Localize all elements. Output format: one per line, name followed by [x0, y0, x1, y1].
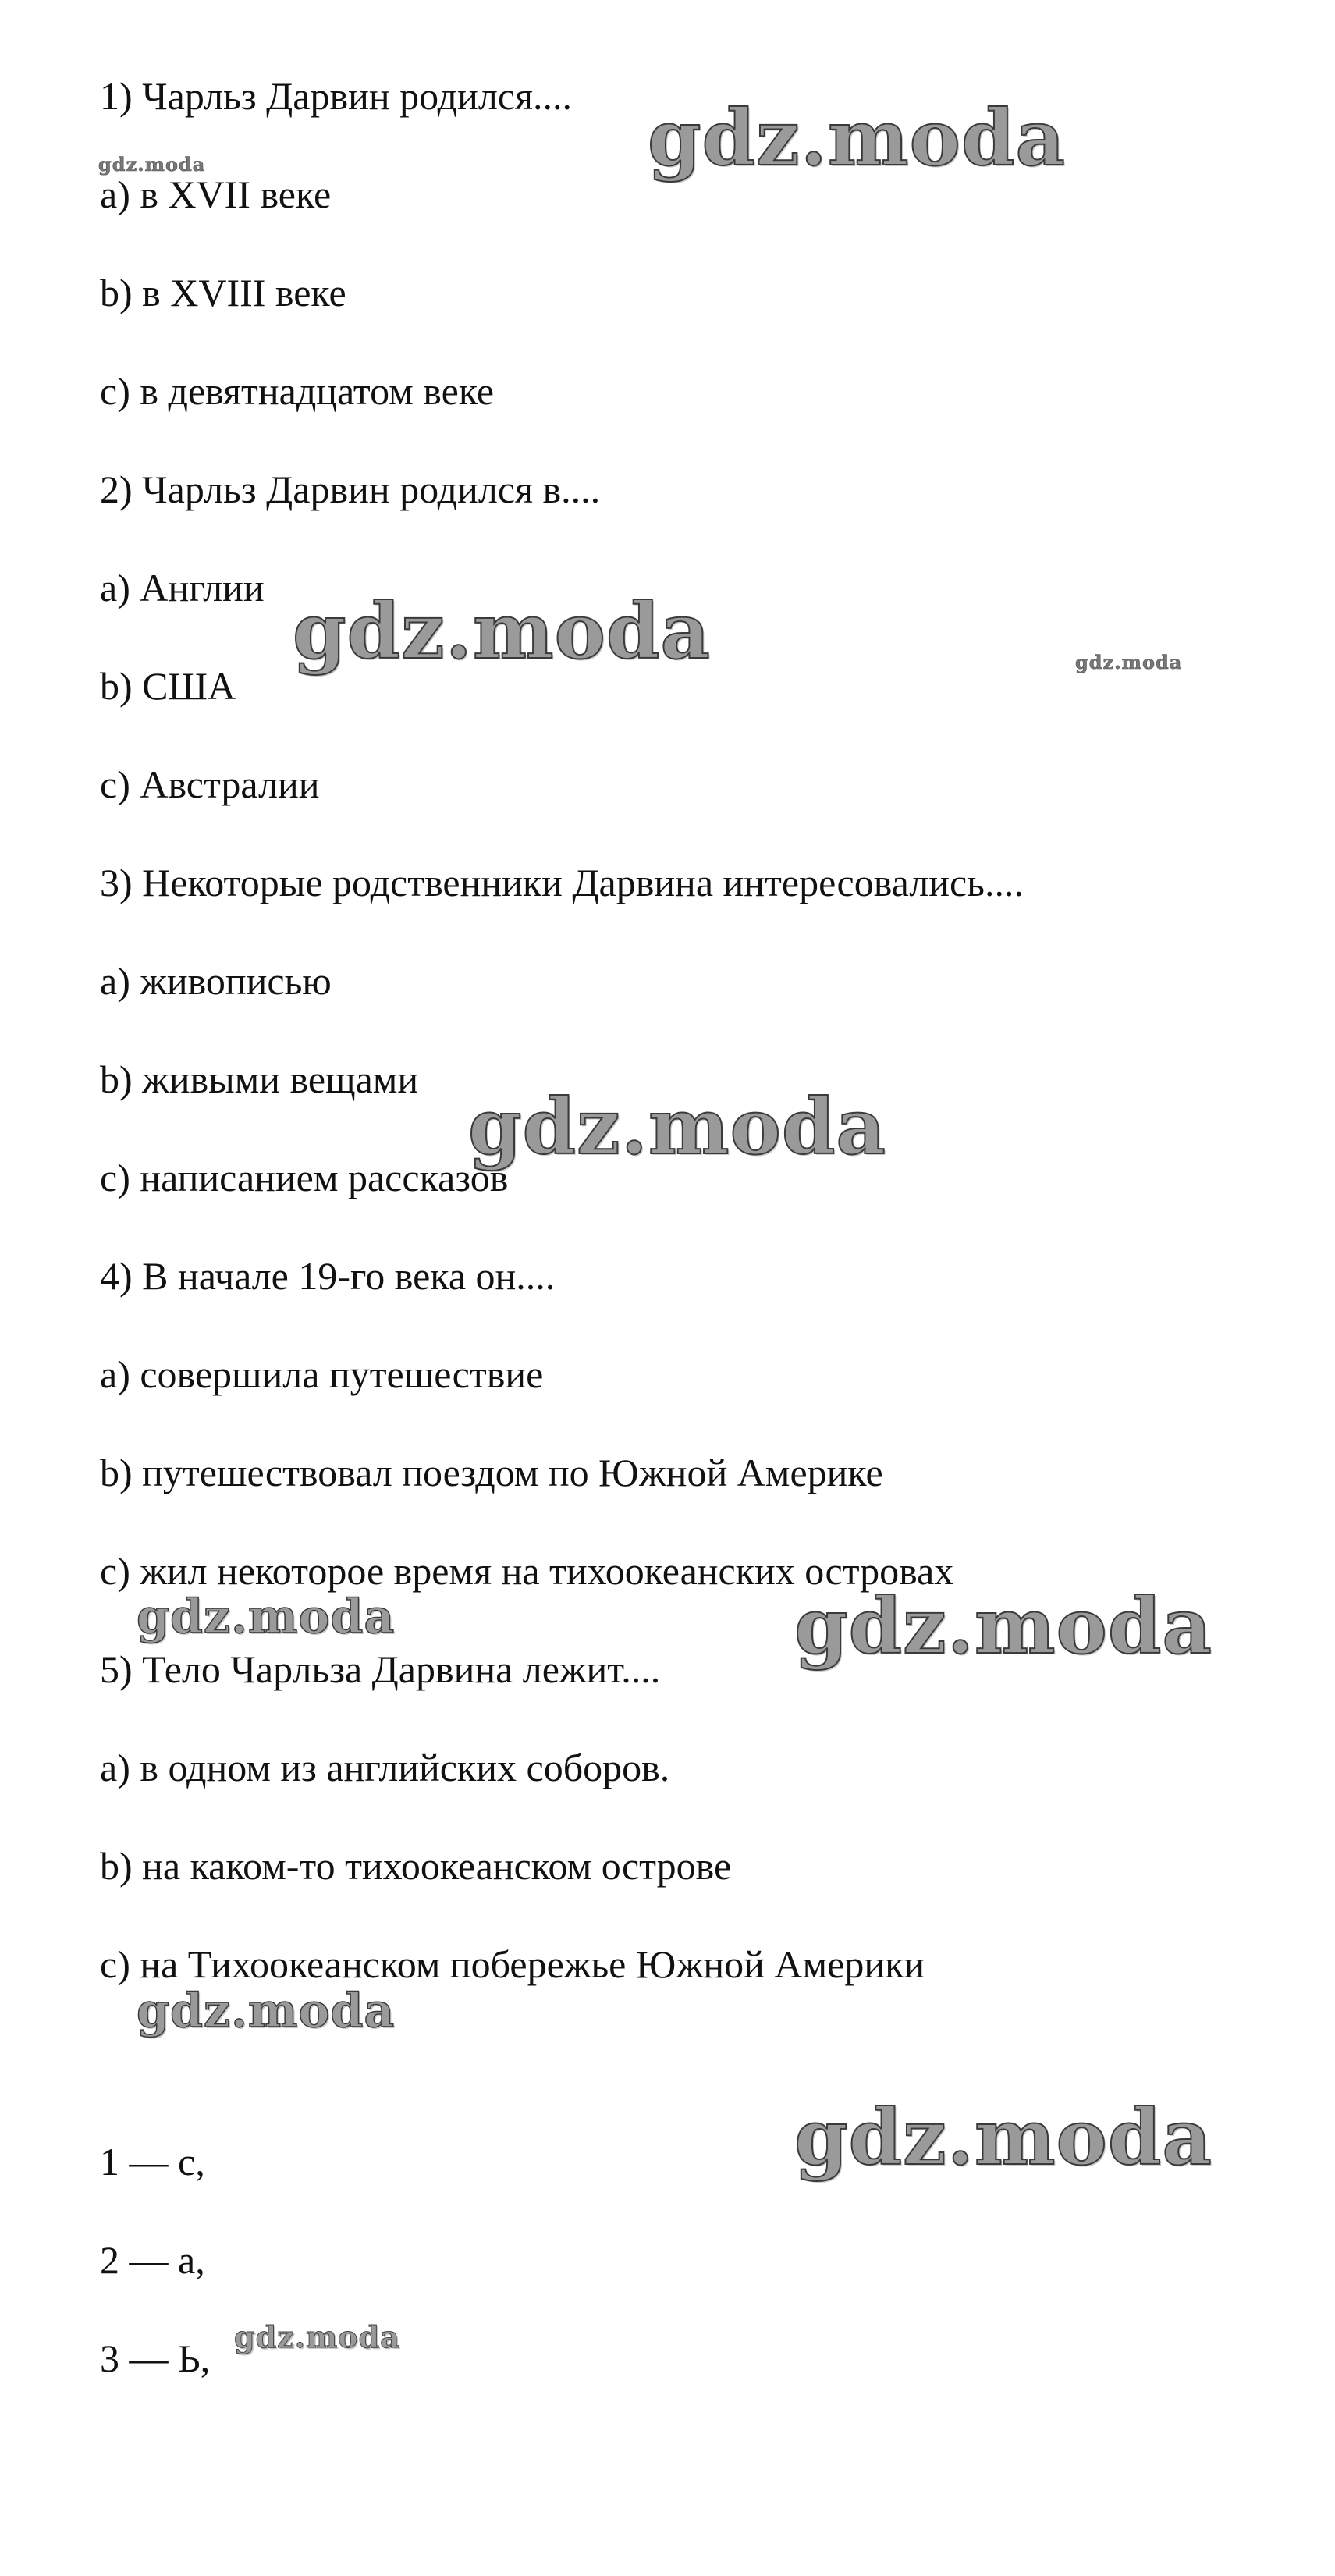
question-5-text: 5) Тело Чарльза Дарвина лежит....	[100, 1647, 661, 1691]
question-4-text: 4) В начале 19-го века он....	[100, 1254, 556, 1298]
question-5-option-c: c) на Тихоокеанском побережье Южной Америки	[100, 1942, 925, 1986]
question-5-option-a: a) в одном из английских соборов.	[100, 1746, 670, 1789]
watermark-logo: gdz.moda	[137, 1590, 396, 1644]
question-5-option-b: b) на каком-то тихоокеанском острове	[100, 1844, 732, 1888]
answer-1: 1 — c,	[100, 2140, 205, 2183]
question-2-option-c: c) Австралии	[100, 762, 320, 806]
question-2-option-a: a) Англии	[100, 566, 265, 609]
question-3-option-b: b) живыми вещами	[100, 1057, 419, 1101]
question-3-text: 3) Некоторые родственники Дарвина интересовались....	[100, 861, 1024, 904]
question-4-option-c: c) жил некоторое время на тихоокеанских островах	[100, 1549, 954, 1593]
answer-3: 3 — Ь,	[100, 2336, 211, 2380]
question-4-option-a: a) совершила путешествие	[100, 1352, 544, 1396]
watermark-logo: gdz.moda	[98, 153, 206, 176]
question-2-text: 2) Чарльз Дарвин родился в....	[100, 467, 601, 511]
question-1-option-c: c) в девятнадцатом веке	[100, 369, 495, 413]
watermark-logo: gdz.moda	[234, 2319, 400, 2354]
watermark-logo: gdz.moda	[1075, 651, 1183, 673]
watermark-logo: gdz.moda	[794, 2093, 1213, 2183]
question-4-option-b: b) путешествовал поездом по Южной Америке	[100, 1451, 883, 1494]
watermark-logo: gdz.moda	[648, 94, 1066, 183]
question-1-text: 1) Чарльз Дарвин родился....	[100, 74, 573, 118]
question-1-option-b: b) в XVIII веке	[100, 271, 346, 314]
watermark-logo: gdz.moda	[794, 1582, 1213, 1672]
question-1-option-a: a) в XVII веке	[100, 172, 332, 216]
watermark-logo: gdz.moda	[137, 1984, 396, 2038]
watermark-logo: gdz.moda	[293, 587, 711, 677]
question-3-option-c: c) написанием рассказов	[100, 1156, 509, 1199]
question-3-option-a: a) живописью	[100, 959, 332, 1003]
answer-2: 2 — a,	[100, 2238, 205, 2282]
watermark-logo: gdz.moda	[468, 1082, 886, 1172]
question-2-option-b: b) США	[100, 664, 236, 708]
